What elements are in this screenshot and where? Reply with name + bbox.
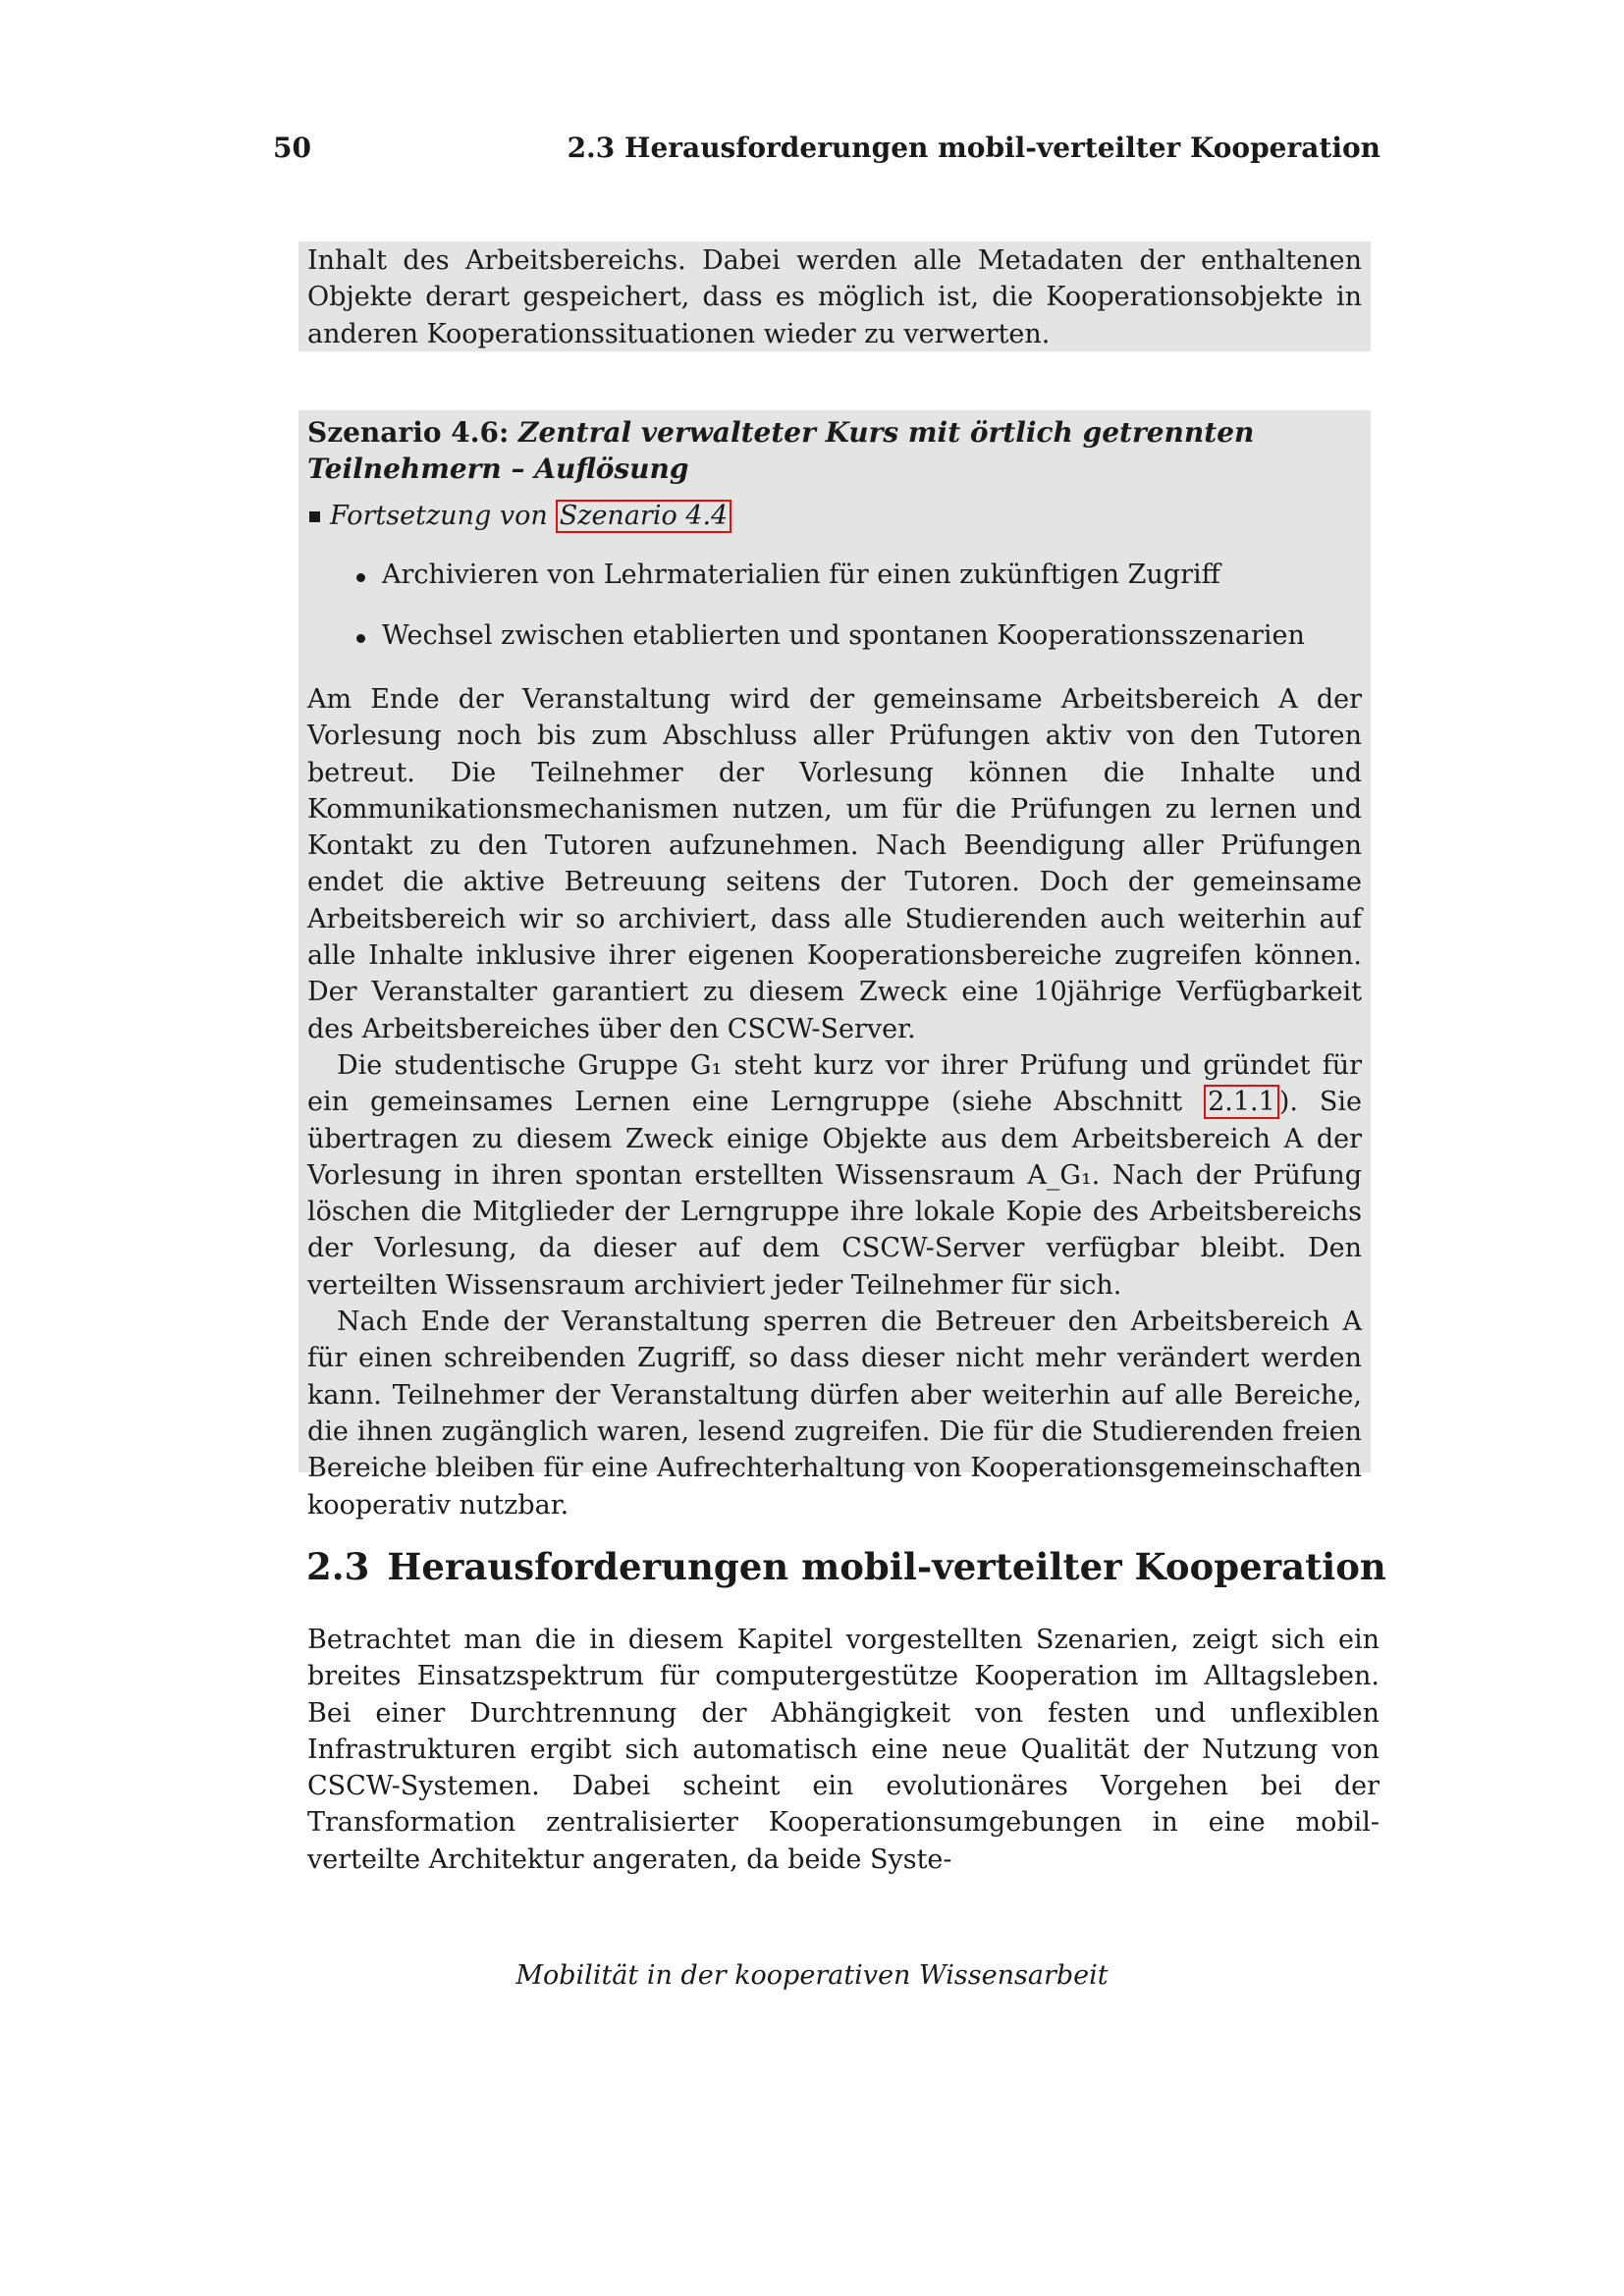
page-footer: Mobilität in der kooperativen Wissensarbeit <box>515 1960 1109 1991</box>
scenario-title-text: Zentral verwalteter Kurs mit örtlich getrennten Teilnehmern – Auflösung <box>307 416 1255 485</box>
bullet-dot-icon <box>356 573 365 582</box>
scenario-link[interactable]: Szenario 4.4 <box>556 500 732 533</box>
list-item-text: Archivieren von Lehrmaterialien für einen zukünftigen Zugriff <box>382 560 1220 590</box>
scenario-paragraph-2 <box>307 1047 1362 1304</box>
scenario-paragraph-1: Am Ende der Veranstaltung wird der gemeinsame Arbeitsbereich A der Vorlesung noch bis zum Abschluss aller Prüfungen aktiv von den Tutoren betreut. Die Teilnehmer der Vorlesung können die Inhalte und Kommunikationsmechanismen nutzen, um für die Prüfungen zu lernen und Kontakt zu den Tutoren aufzunehmen. Nach Beendigung aller Prüfungen endet die aktive Betreuung seitens der Tutoren. Doch der gemeinsame Arbeitsbereich wir so archiviert, dass alle Studierenden auch weiterhin auf alle Inhalte inklusive ihrer eigenen Kooperationsbereiche zugreifen können. Der Veranstalter garantiert zu diesem Zweck eine 10jährige Verfügbarkeit des Arbeitsbereiches über den CSCW-Server. <box>307 684 1362 1044</box>
scenario-box <box>298 410 1371 1521</box>
bullet-dot-icon <box>356 634 365 643</box>
running-head <box>273 132 1380 165</box>
continuation-line <box>307 499 1362 534</box>
section-number: 2.3 <box>306 1545 370 1588</box>
section-body <box>307 1622 1380 1878</box>
section-title: Herausforderungen mobil-verteilter Kooperation <box>387 1545 1386 1588</box>
paragraph-2-start: Die studentische Gruppe G₁ steht kurz vor ihrer Prüfung und gründet für ein gemeinsames Lernen eine Lerngruppe (siehe Abschnitt <box>307 1049 1362 1118</box>
running-title: 2.3 Herausforderungen mobil-verteilter Kooperation <box>567 132 1380 164</box>
continuation-prefix: Fortsetzung von <box>330 501 548 531</box>
section-heading <box>306 1544 1386 1589</box>
paragraph-2-end: ). Sie übertragen zu diesem Zweck einige Objekte aus dem Arbeitsbereich A der Vorlesung in ihren spontan erstellten Wissensraum A_G₁. Nach der Prüfung löschen die Mitglieder der Lerngruppe ihre lokale Kopie des Arbeitsbereichs der Vorlesung, da dieser auf dem CSCW-Server verfügbar bleibt. Den verteilten Wissensraum archiviert jeder Teilnehmer für sich. <box>307 1087 1362 1301</box>
list-item <box>356 558 1362 593</box>
list-item-text: Wechsel zwischen etablierten und spontanen Kooperationsszenarien <box>382 620 1305 651</box>
scenario-body <box>307 681 1362 1523</box>
page-number: 50 <box>273 132 311 164</box>
list-item <box>356 618 1362 654</box>
scenario-label: Szenario 4.6: <box>307 416 510 449</box>
section-paragraph: Betrachtet man die in diesem Kapitel vorgestellten Szenarien, zeigt sich ein breites Einsatzspektrum für computergestütze Kooperation im Alltagsleben. Bei einer Durchtrennung der Abhängigkeit von festen und unflexiblen Infrastrukturen ergibt sich automatisch eine neue Qualität der Nutzung von CSCW-Systemen. Dabei scheint ein evolutionäres Vorgehen bei der Transformation zentralisierter Kooperationsumgebungen in eine mobil-verteilte Architektur angeraten, da beide Syste- <box>307 1625 1380 1875</box>
square-bullet-icon <box>309 511 320 522</box>
scenario-paragraph-3: Nach Ende der Veranstaltung sperren die Betreuer den Arbeitsbereich A für einen schreibenden Zugriff, so dass dieser nicht mehr verändert werden kann. Teilnehmer der Veranstaltung dürfen aber weiterhin auf alle Bereiche, die ihnen zugänglich waren, lesend zugreifen. Die für die Studierenden freien Bereiche bleiben für eine Aufrechterhaltung von Kooperationsgemeinschaften kooperativ nutzbar. <box>307 1307 1362 1521</box>
scenario-title <box>307 410 1362 487</box>
section-reference-link[interactable]: 2.1.1 <box>1204 1085 1279 1119</box>
continued-scenario-box <box>298 241 1371 351</box>
continued-paragraph: Inhalt des Arbeitsbereichs. Dabei werden alle Metadaten der enthaltenen Objekte derart gespeichert, dass es möglich ist, die Kooperationsobjekte in anderen Kooperationssituationen wieder zu verwerten. <box>307 245 1362 349</box>
goal-list <box>307 558 1362 654</box>
